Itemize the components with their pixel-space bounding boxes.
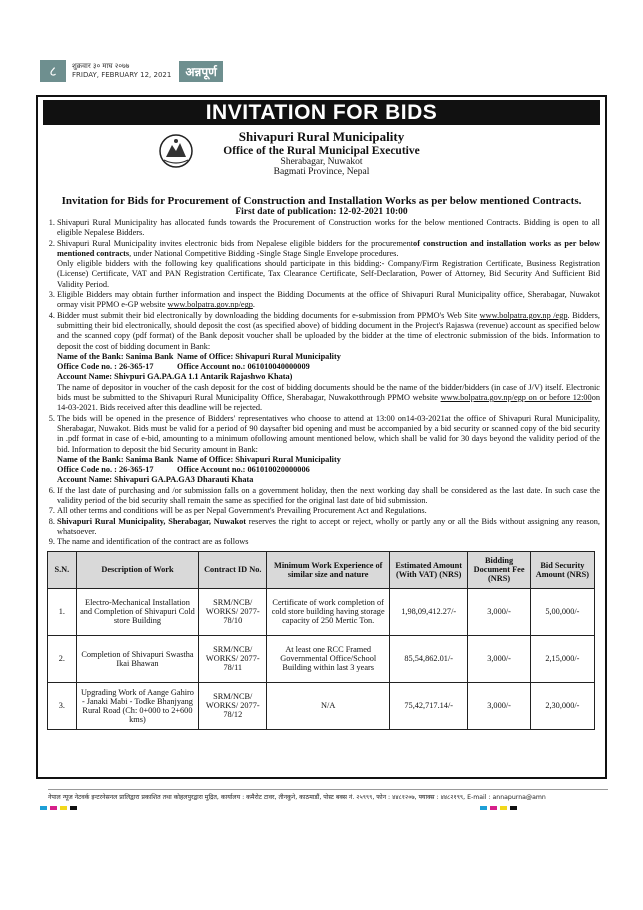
list-item: 9. The name and identification of the contract are as follows <box>57 537 600 547</box>
bid-notice <box>36 95 607 779</box>
column-header: Estimated Amount (With VAT) (NRS) <box>390 551 468 588</box>
account-name: Account Name: Shivpuri GA.PA.GA 1.1 Antarik Rajashwo Khata) <box>57 372 293 382</box>
yellow-swatch <box>500 806 507 810</box>
footer-divider <box>48 789 608 790</box>
newspaper-brand: अन्नपूर्ण <box>179 61 223 82</box>
issue-date-english: FRIDAY, FEBRUARY 12, 2021 <box>72 71 172 79</box>
notice-header <box>43 125 600 193</box>
column-header: Contract ID No. <box>199 551 267 588</box>
bank-info-row: Name of the Bank: Sanima Bank Name of Office: Shivapuri Rural Municipality <box>57 351 341 361</box>
magenta-swatch <box>50 806 57 810</box>
list-item: 1. Shivapuri Rural Municipality has allocated funds towards the Procurement of Construction works for the below mentioned Contracts. Bidding is open to all eligible Nepalese Bidders. <box>57 218 600 239</box>
notice-banner: INVITATION FOR BIDS <box>43 100 600 125</box>
list-item: 5. The bids will be opened in the presence of Bidders' representatives who choose to attend at 13:00 on14-03-2021at the office of Shivapuri Rural Municipality, Sherabagar, Nuwakot. Bids must be valid for a period of 90 daysafter bid opening and must be accompanied by a bid security or scanned copy of the bid security in .pdf format in case of e-bid, amounting to a minimum ofollowing amount mentioned below, which shall be valid for 30 days beyond the validity period of the bid. Information to deposit the bid Security amount in Bank: Name of the Bank: Sanima Bank Name of Office: Shivapuri Rural Municipality Office Code no. : 26-365-17 Office Account no.: 061010020000006 Account Name: Shivapuri GA.PA.GA3 Dharauti Khata <box>57 414 600 486</box>
account-name: Account Name: Shivapuri GA.PA.GA3 Dharauti Khata <box>57 475 254 485</box>
table-header-row <box>48 551 595 588</box>
column-header: S.N. <box>48 551 77 588</box>
list-item: 6. If the last date of purchasing and /or submission falls on a government holiday, then the next working day shall be considered as the last date. In such case the validity period of the bid security shall remain the same as specified for the original last date of bid submission. <box>57 486 600 507</box>
column-header: Minimum Work Experience of similar size and nature <box>267 551 390 588</box>
list-item: 7. All other terms and conditions will be as per Nepal Government's Prevailing Procurement Act and Regulations. <box>57 506 600 516</box>
list-item: 2. Shivapuri Rural Municipality invites electronic bids from Nepalese eligible bidders for the procurementof construction and installation works as per below mentioned contracts, under National Competitive Bidding -Single Stage Single Envelope procedures. Only eligible bidders with the following key qualifications should participate in this bidding:- Company/Firm Registration Certificate, Business Registration (License) Certificate, VAT and PAN Registration Certificate, Tax Clearance Certificate, Self-Declaration, Power of Attorney, Bid Security And Sufficient Bid Validity Period. <box>57 239 600 290</box>
org-name: Shivapuri Rural Municipality <box>238 129 405 144</box>
color-registration-marks-right <box>480 806 517 810</box>
table-row: 2. Completion of Shivapuri Swastha Ikai Bhawan SRM/NCB/ WORKS/ 2077-78/11 At least one RCC Framed Governmental Office/School Building within last 3 years 85,54,862.01/- 3,000/- 2,15,000/- <box>48 635 595 682</box>
bank-info-row: Office Code no. : 26-365-17 Office Account no.: 061010020000006 <box>57 465 310 475</box>
office-name: Office of the Rural Municipal Executive <box>223 145 420 157</box>
color-registration-marks-left <box>40 806 77 810</box>
notice-title: Invitation for Bids for Procurement of Construction and Installation Works as per below mentioned Contracts. <box>61 195 582 207</box>
municipality-emblem-icon <box>158 133 194 169</box>
column-header: Bid Security Amount (NRS) <box>530 551 594 588</box>
bank-info-row: Office Code no. : 26-365-17 Office Account no.: 061010040000009 <box>57 362 310 372</box>
column-header: Bidding Document Fee (NRS) <box>468 551 530 588</box>
black-swatch <box>510 806 517 810</box>
cyan-swatch <box>40 806 47 810</box>
list-item: 8. Shivapuri Rural Municipality, Sherabagar, Nuwakot reserves the right to accept or reject, wholly or partly any or all the Bids without assigning any reason, whatsoever. <box>57 517 600 538</box>
egp-link[interactable]: www.bolpatra.gov.np/egp on or before 12:00 <box>440 393 592 403</box>
column-header: Description of Work <box>76 551 198 588</box>
magenta-swatch <box>490 806 497 810</box>
page-number: ८ <box>40 60 66 82</box>
yellow-swatch <box>60 806 67 810</box>
list-item: 4. Bidder must submit their bid electronically by downloading the bidding documents for e-submission from PPMO's Web Site www.bolpatra.gov.np /egp. Bidders, submitting their bid electronically, should deposit the cost (as specified above) of bidding document in the Project's Rajaswa (revenue) account as specified below and the scanned copy (pdf format) of the Bank deposit voucher shall be uploaded by the bidder at the time of electronic submission of the bids. Information to deposit the cost of bidding document in Bank: Name of the Bank: Sanima Bank Name of Office: Shivapuri Rural Municipality Office Code no. : 26-365-17 Office Account no.: 061010040000009 Account Name: Shivpuri GA.PA.GA 1.1 Antarik Rajashwo Khata) The name of depositor in voucher of the cash deposit for the cost of bidding documents should be the name of the bidder/bidders (in case of J/V) itself. Electronic bids must be submitted to the Shivapuri Rural Municipality Office, Sherabagar, Nuwakotthrough PPMO website www.bolpatra.gov.np/egp on or before 12:00on 14-03-2021. Bids received after this deadline will be rejected. <box>57 311 600 414</box>
publisher-footer: नेपाल न्यूज नेटवर्क इन्टरनेसनल प्रालिद्वारा प्रकाशित तथा कोहलपुरद्वारा मुद्रित, कार्यालय : कमैरोट टावर, तीनकुने, काठमाडौं, पोस्ट बक्स नं. २५९९९, फोन : ४४८१२०७, फ्याक्स : ४४८२१९९, E-mail : annapurna@amn <box>48 794 546 801</box>
list-item: 3. Eligible Bidders may obtain further information and inspect the Bidding Documents at the office of Shivapuri Rural Municipality office, Sherabagar, Nuwakot ormay visit PPMO e-GP website www.bolpatra.gov.np/egp. <box>57 290 600 311</box>
address-line-2: Bagmati Province, Nepal <box>273 167 370 177</box>
bank-info-row: Name of the Bank: Sanima Bank Name of Office: Shivapuri Rural Municipality <box>57 454 341 464</box>
issue-date <box>72 62 171 80</box>
publication-date: First date of publication: 12-02-2021 10:00 <box>235 207 408 217</box>
egp-link[interactable]: www.bolpatra.gov.np/egp <box>167 300 253 310</box>
cyan-swatch <box>480 806 487 810</box>
egp-link[interactable]: www.bolpatra.gov.np /egp <box>479 310 568 320</box>
address-line-1: Sherabagar, Nuwakot <box>280 157 363 167</box>
table-row: 1. Electro-Mechanical Installation and Completion of Shivapuri Cold store Building SRM/NCB/ WORKS/ 2077-78/10 Certificate of work completion of cold store building having storage capacity of 250 Mertic Ton. 1,98,09,412.27/- 3,000/- 5,00,000/- <box>48 588 595 635</box>
masthead <box>40 58 240 84</box>
notice-items <box>43 218 600 548</box>
contracts-table <box>47 551 595 730</box>
issue-date-nepali: शुक्रवार ३० माघ २०७७ <box>72 62 130 70</box>
table-row: 3. Upgrading Work of Aange Gahiro - Janaki Mabi - Todke Bhanjyang Rural Road (Ch: 0+000 to 2+600 kms) SRM/NCB/ WORKS/ 2077-78/12 N/A 75,42,717.14/- 3,000/- 2,30,000/- <box>48 682 595 729</box>
black-swatch <box>70 806 77 810</box>
